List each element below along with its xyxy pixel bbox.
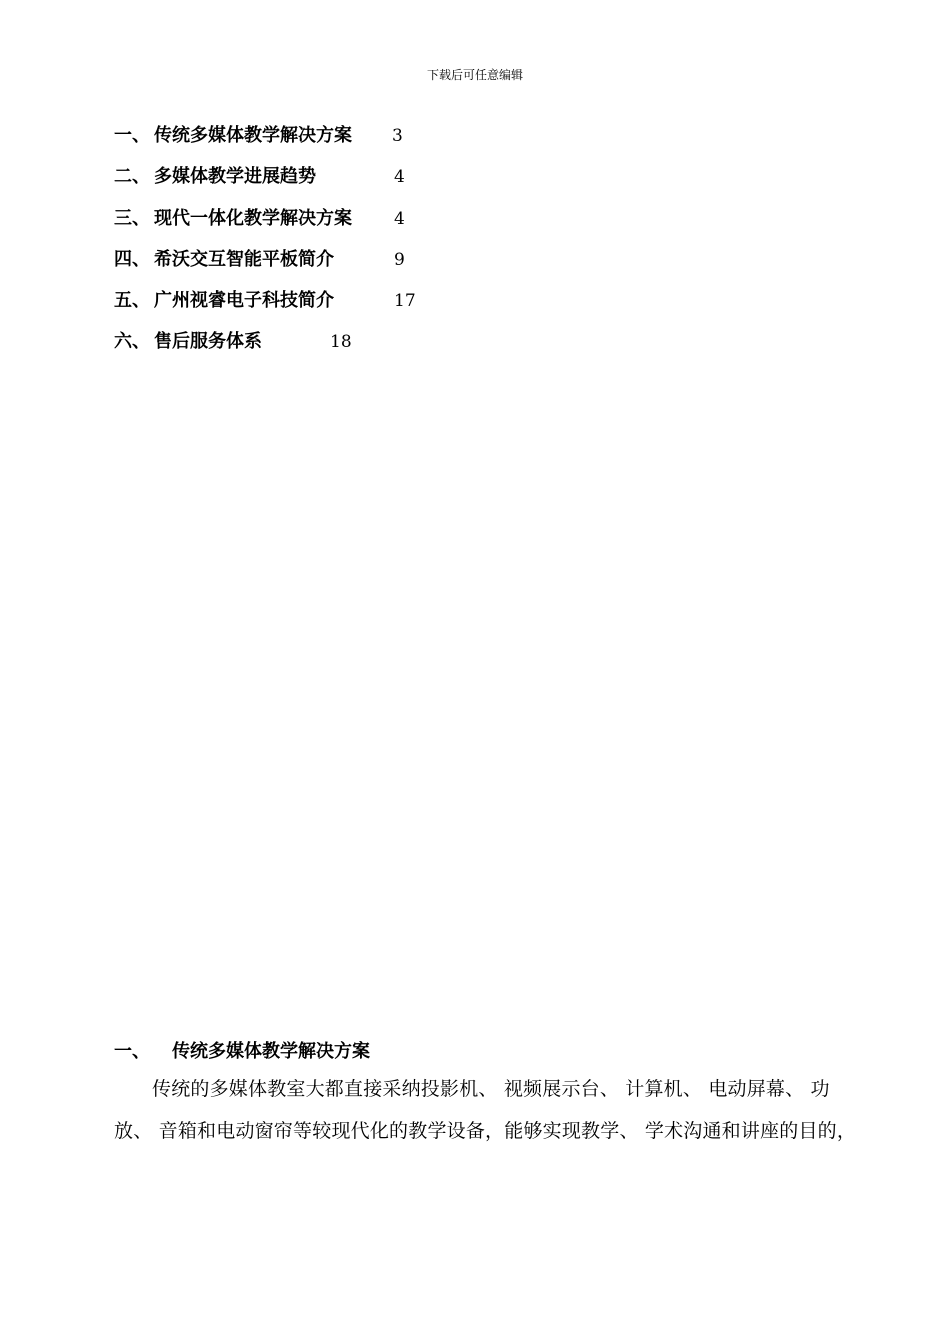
toc-item-number: 五、 — [114, 290, 150, 312]
toc-item-number: 六、 — [114, 331, 150, 353]
toc-item-title: 广州视睿电子科技简介 — [154, 290, 334, 312]
toc-item-4[interactable] — [114, 248, 714, 289]
page-header-note: 下载后可任意编辑 — [426, 68, 523, 82]
toc-item-page: 4 — [394, 167, 405, 188]
toc-item-title: 传统多媒体教学解决方案 — [154, 125, 352, 146]
toc-item-6[interactable] — [114, 330, 714, 371]
toc-item-3[interactable] — [114, 207, 714, 248]
toc-item-number: 二、 — [114, 166, 150, 188]
toc-item-title: 售后服务体系 — [154, 331, 262, 353]
body-text-line: 传统的多媒体教室大都直接采纳投影机、 视频展示台、 计算机、 电动屏幕、 功 — [152, 1078, 830, 1100]
toc-item-number: 三、 — [114, 207, 150, 229]
toc-item-title: 多媒体教学进展趋势 — [154, 166, 316, 188]
section-title: 传统多媒体教学解决方案 — [172, 1041, 370, 1062]
toc-item-number: 一、 — [114, 125, 150, 146]
toc-item-page: 4 — [394, 208, 405, 229]
toc-item-page: 18 — [330, 332, 352, 353]
toc-item-title: 希沃交互智能平板简介 — [154, 248, 334, 270]
toc-item-2[interactable] — [114, 165, 714, 206]
toc-item-page: 3 — [392, 126, 403, 146]
toc-item-page: 9 — [394, 249, 405, 270]
section-number: 一、 — [114, 1041, 150, 1062]
table-of-contents — [114, 124, 714, 372]
body-text-line: 放、 音箱和电动窗帘等较现代化的教学设备，能够实现教学、 学术沟通和讲座的目的， — [114, 1120, 857, 1142]
toc-item-1[interactable] — [114, 124, 714, 165]
toc-item-5[interactable] — [114, 289, 714, 330]
toc-item-page: 17 — [394, 291, 416, 312]
section-heading — [114, 1040, 370, 1064]
toc-item-number: 四、 — [114, 248, 150, 270]
toc-item-title: 现代一体化教学解决方案 — [154, 207, 352, 229]
